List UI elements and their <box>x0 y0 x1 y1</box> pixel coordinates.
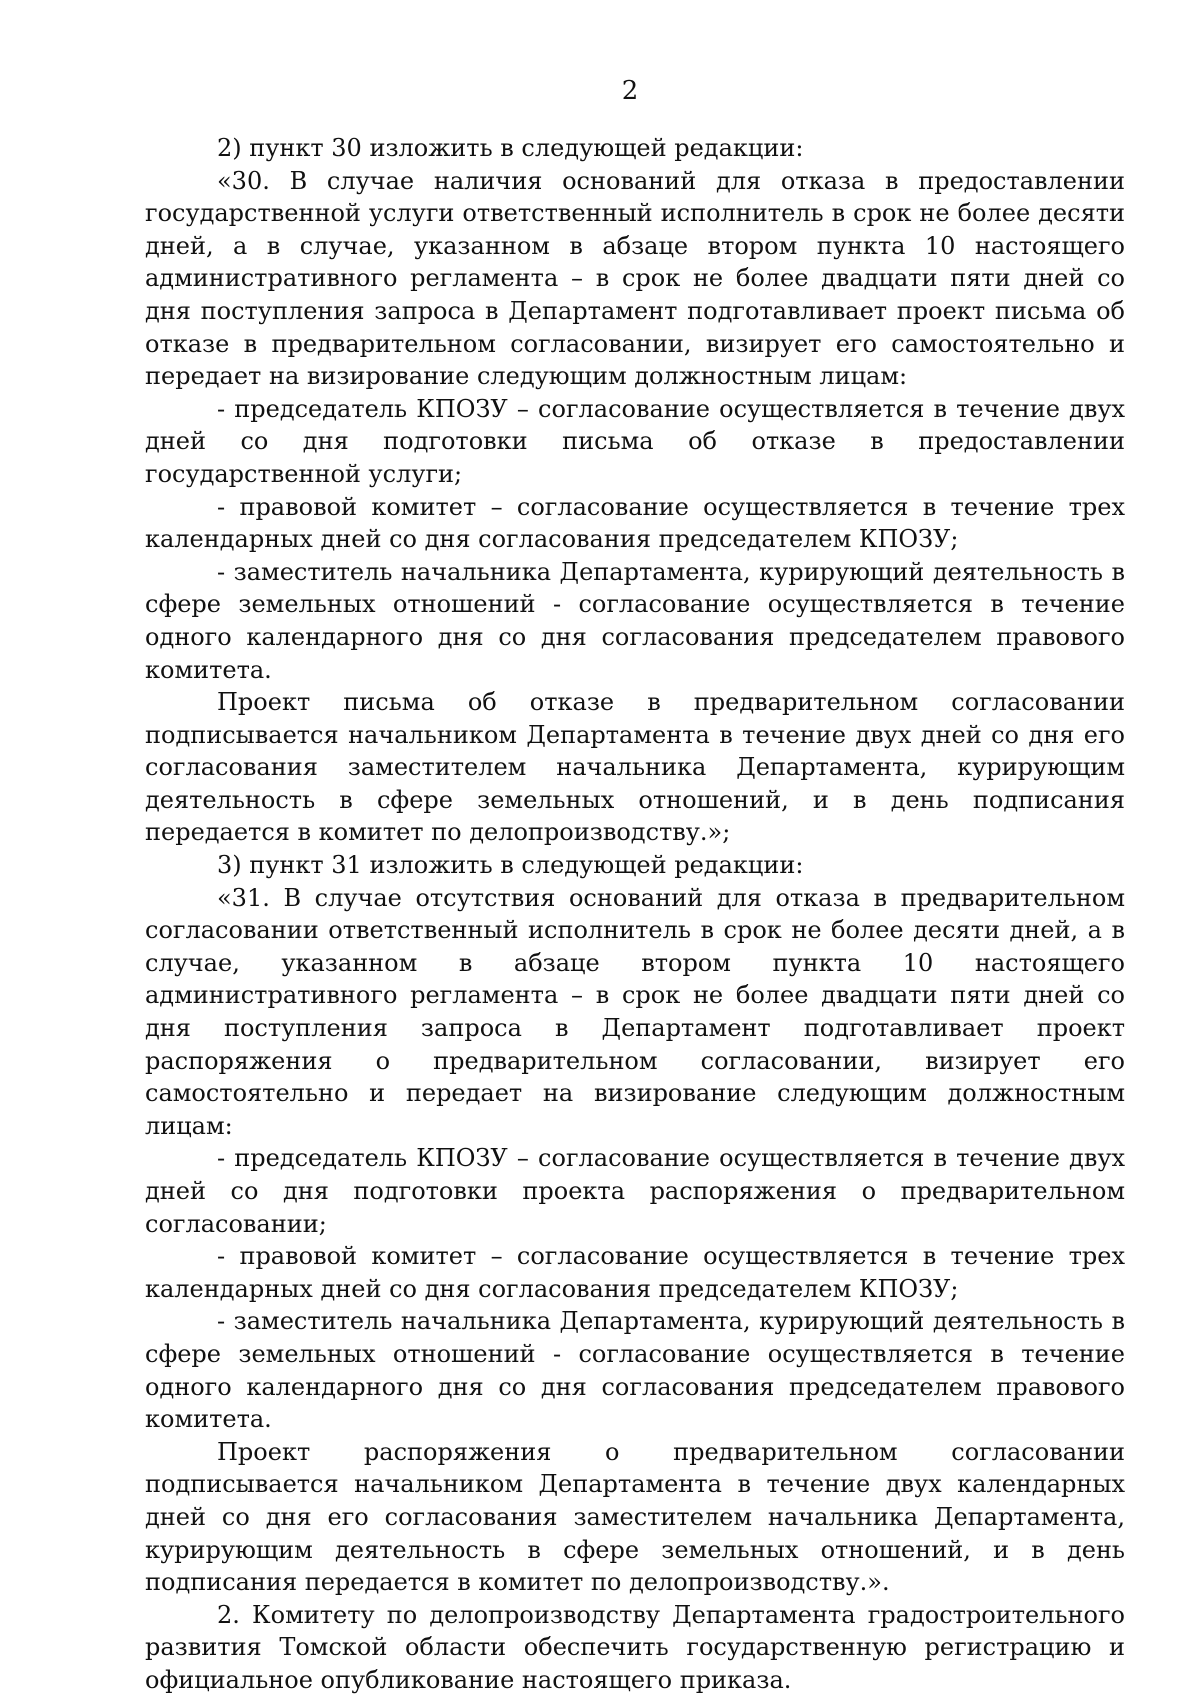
paragraph-deputy-head-approval-2: - заместитель начальника Департамента, курирующий деятельность в сфере земельных отношений - согласование осуществляется в течение одного календарного дня со дня согласования председателем правового комитета. <box>145 1307 1125 1434</box>
paragraph-item-3-heading: 3) пункт 31 изложить в следующей редакции: <box>217 851 804 880</box>
paragraph-clause-31: «31. В случае отсутствия оснований для отказа в предварительном согласовании ответственный исполнитель в срок не более десяти дней, а в случае, указанном в абзаце втором пункта 10 настоящего административного регламента – в срок не более двадцати пяти дней со дня поступления запроса в Департамент подготавливает проект распоряжения о предварительном согласовании, визирует его самостоятельно и передает на визирование следующим должностным лицам: <box>145 883 1125 1140</box>
paragraph-clause-30: «30. В случае наличия оснований для отказа в предоставлении государственной услуги ответственный исполнитель в срок не более десяти дней, а в случае, указанном в абзаце втором пункта 10 настоящего административного регламента – в срок не более двадцати пяти дней со дня поступления запроса в Департамент подготавливает проект письма об отказе в предварительном согласовании, визирует его самостоятельно и передает на визирование следующим должностным лицам: <box>145 166 1125 391</box>
paragraph-legal-committee-approval: - правовой комитет – согласование осуществляется в течение трех календарных дней со дня согласования председателем КПОЗУ; <box>145 492 1125 554</box>
paragraph-section-2: 2. Комитету по делопроизводству Департамента градостроительного развития Томской области обеспечить государственную регистрацию и официальное опубликование настоящего приказа. <box>145 1600 1125 1694</box>
paragraph-refusal-letter-signing: Проект письма об отказе в предварительном согласовании подписывается начальником Департамента в течение двух дней со дня его согласования заместителем начальника Департамента, курирующим деятельность в сфере земельных отношений, и в день подписания передается в комитет по делопроизводству.»; <box>145 688 1125 847</box>
paragraph-kpozu-approval-2: - председатель КПОЗУ – согласование осуществляется в течение двух дней со дня подготовки проекта распоряжения о предварительном согласовании; <box>145 1144 1125 1238</box>
paragraph-legal-committee-approval-2: - правовой комитет – согласование осуществляется в течение трех календарных дней со дня согласования председателем КПОЗУ; <box>145 1242 1125 1303</box>
paragraph-item-2-heading: 2) пункт 30 изложить в следующей редакции: <box>217 134 804 162</box>
page-number: 2 <box>621 76 639 106</box>
document-body <box>145 132 1125 1697</box>
paragraph-deputy-head-approval: - заместитель начальника Департамента, курирующий деятельность в сфере земельных отношений - согласование осуществляется в течение одного календарного дня со дня согласования председателем правового комитета. <box>145 557 1125 684</box>
paragraph-order-signing: Проект распоряжения о предварительном согласовании подписывается начальником Департамента в течение двух календарных дней со дня его согласования заместителем начальника Департамента, курирующим деятельность в сфере земельных отношений, и в день подписания передается в комитет по делопроизводству.». <box>145 1437 1125 1597</box>
paragraph-kpozu-approval: - председатель КПОЗУ – согласование осуществляется в течение двух дней со дня подготовки письма об отказе в предоставлении государственной услуги; <box>145 394 1125 488</box>
